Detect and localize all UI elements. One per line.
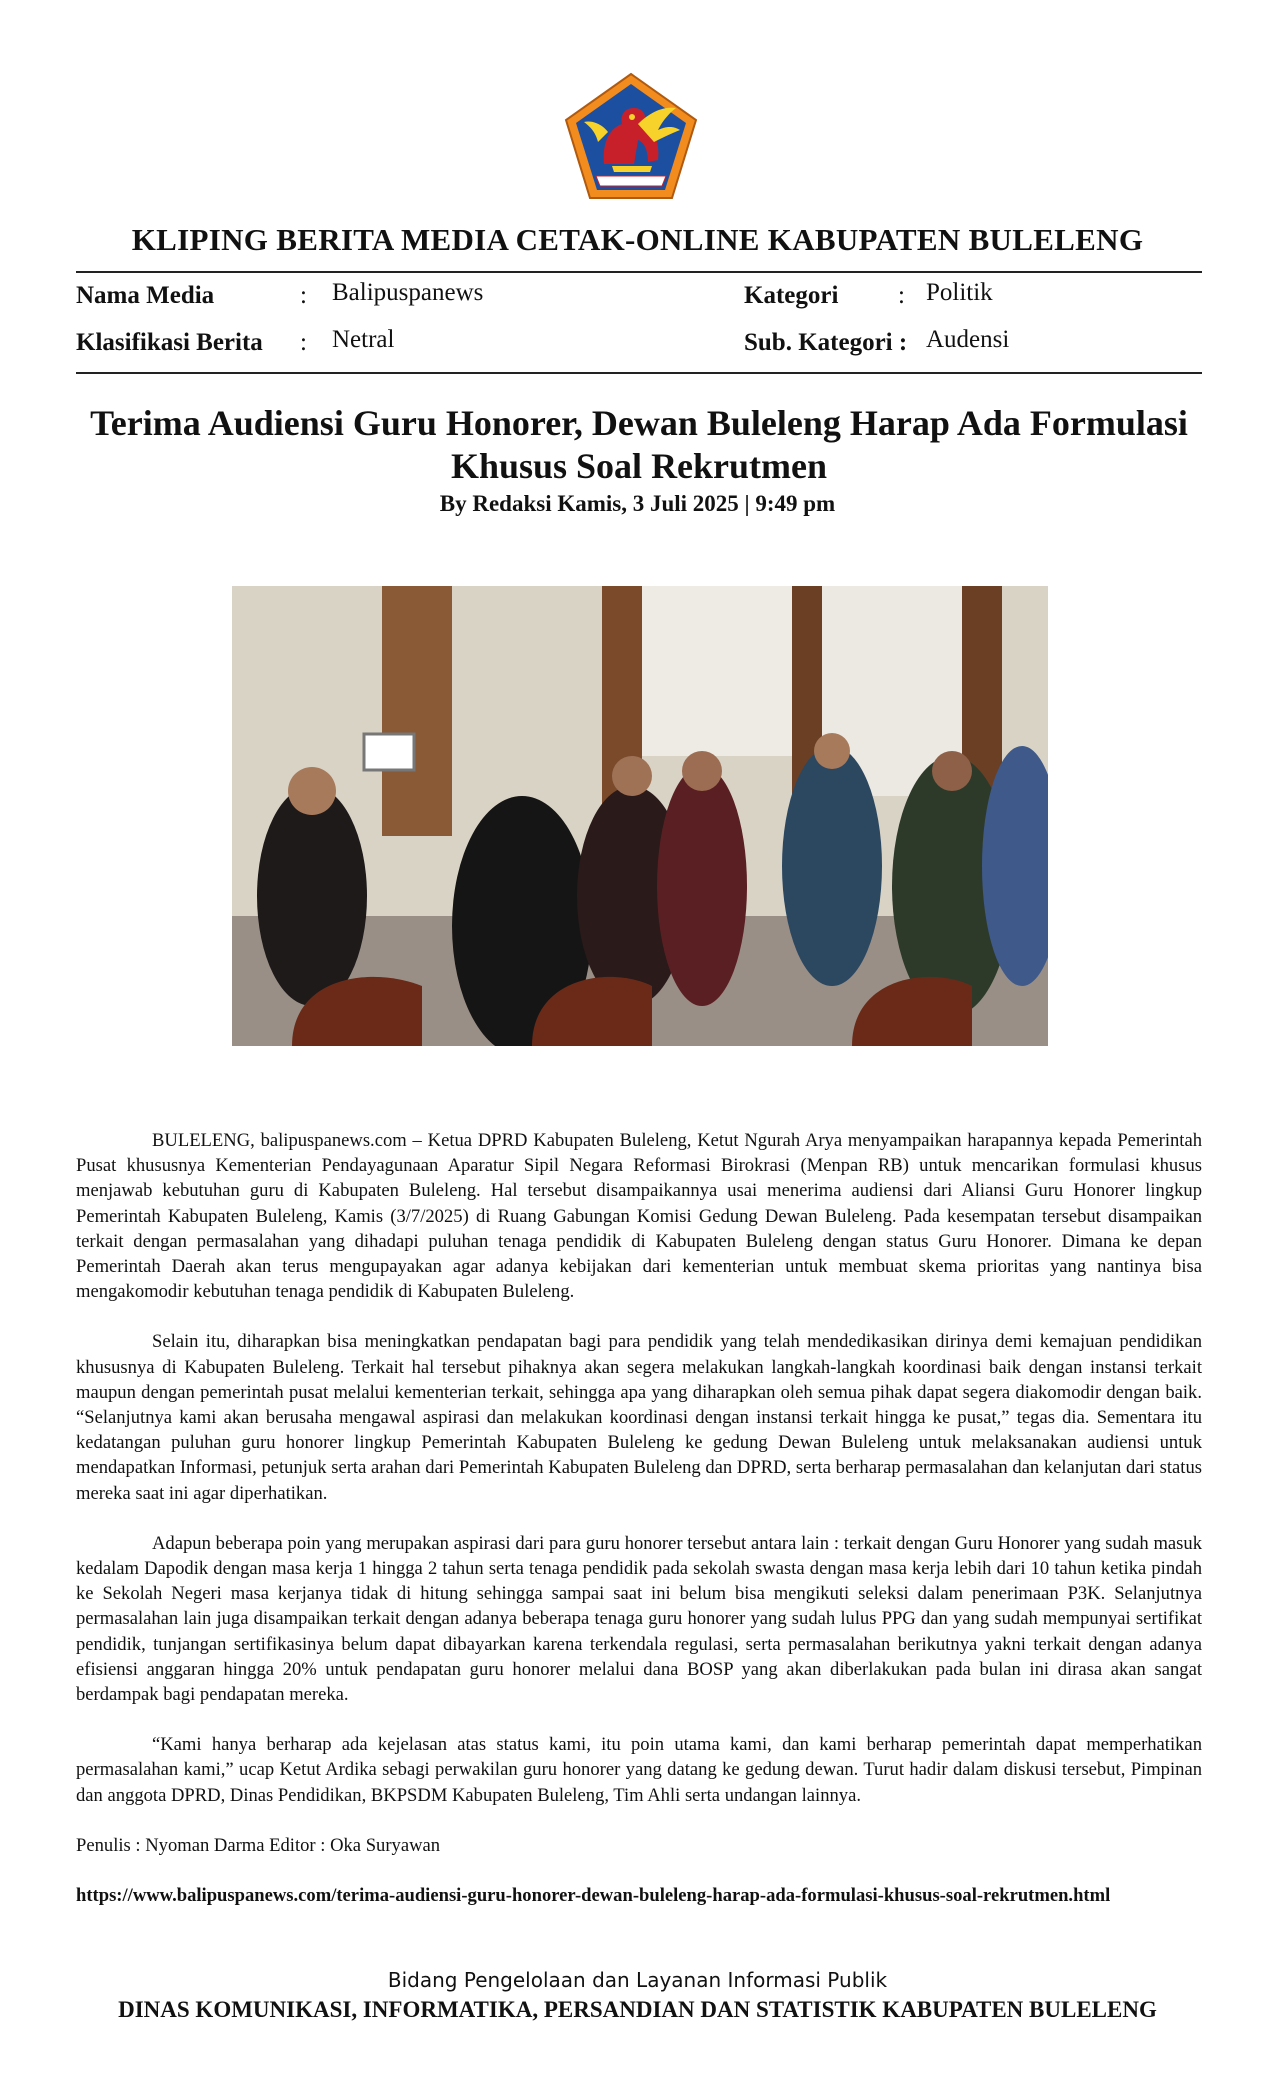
source-url-link[interactable]: https://www.balipuspanews.com/terima-audiensi-guru-honorer-dewan-buleleng-harap-ada-formulasi-khusus-soal-rekrutmen.html: [76, 1885, 1111, 1906]
meta-media-row: [76, 282, 214, 310]
meta-media-value: Balipuspanews: [332, 279, 484, 306]
meta-media-colon: :: [300, 282, 307, 309]
article-photo: [232, 586, 1048, 1046]
article-credits: Penulis : Nyoman Darma Editor : Oka Suryawan: [76, 1835, 441, 1856]
meta-subkategori-row: [744, 329, 907, 357]
article-paragraph: Adapun beberapa poin yang merupakan aspirasi dari para guru honorer tersebut antara lain : terkait dengan Guru Honorer yang sudah masuk kedalam Dapodik dengan masa kerja 1 hingga 2 tahun serta tenaga pendidik pada sekolah swasta dengan masa kerja lebih dari 10 tahun ketika pindah ke Sekolah Negeri masa kerjanya tidak di hitung sehingga sampai saat ini belum bisa mengikuti seleksi dalam penerimaan P3K. Selanjutnya permasalahan lain juga disampaikan terkait dengan adanya beberapa tenaga guru honorer yang sudah lulus PPG dan yang sudah mempunyai sertifikat pendidik, tunjangan sertifikasinya belum dapat dibayarkan karena terkendala regulasi, serta permasalahan berikutnya yakni terkait dengan adanya efisiensi anggaran hingga 20% untuk pendapatan guru honorer melalui dana BOSP yang akan diberlakukan pada bulan ini dirasa akan sangat berdampak bagi pendapatan mereka.: [76, 1532, 1202, 1706]
meta-klasifikasi-colon: :: [300, 329, 307, 356]
footer-unit: Bidang Pengelolaan dan Layanan Informasi Publik: [387, 1968, 888, 1992]
kliping-title: KLIPING BERITA MEDIA CETAK-ONLINE KABUPATEN BULELENG: [131, 222, 1144, 257]
buleleng-emblem-icon: [562, 72, 700, 202]
meta-kategori-row: [744, 282, 838, 310]
article-headline: Terima Audiensi Guru Honorer, Dewan Buleleng Harap Ada Formulasi Khusus Soal Rekrutmen: [90, 403, 1188, 486]
meta-media-label: Nama Media: [76, 282, 215, 309]
header-bottom-rule: [76, 372, 1202, 374]
meta-kategori-label: Kategori: [744, 282, 839, 309]
article-paragraph: “Kami hanya berharap ada kejelasan atas status kami, itu poin utama kami, dan kami berharap pemerintah dapat memperhatikan permasalahan kami,” ucap Ketut Ardika sebagi perwakilan guru honorer yang datang ke gedung dewan. Turut hadir dalam diskusi tersebut, Pimpinan dan anggota DPRD, Dinas Pendidikan, BKPSDM Kabupaten Buleleng, Tim Ahli serta undangan lainnya.: [76, 1734, 1202, 1806]
meta-klasifikasi-row: [76, 329, 263, 357]
meta-klasifikasi-label: Klasifikasi Berita: [76, 329, 263, 356]
meta-kategori-colon: :: [898, 282, 905, 309]
meta-kategori-value: Politik: [926, 279, 993, 306]
meta-subkategori-value: Audensi: [926, 326, 1010, 353]
meta-subkategori-label: Sub. Kategori :: [744, 329, 908, 356]
meta-klasifikasi-value: Netral: [332, 326, 395, 353]
article-byline: By Redaksi Kamis, 3 Juli 2025 | 9:49 pm: [439, 491, 836, 516]
article-paragraph: Selain itu, diharapkan bisa meningkatkan pendapatan bagi para pendidik yang telah mendedikasikan dirinya demi kemajuan pendidikan khususnya di Kabupaten Buleleng. Terkait hal tersebut pihaknya akan segera melakukan langkah-langkah koordinasi baik dengan instansi terkait maupun dengan pemerintah pusat melalui kementerian terkait, sehingga apa yang diharapkan oleh semua pihak dapat segera diakomodir dengan baik. “Selanjutnya kami akan berusaha mengawal aspirasi dan melakukan koordinasi dengan instansi terkait hingga ke pusat,” tegas dia. Sementara itu kedatangan puluhan guru honorer lingkup Pemerintah Kabupaten Buleleng ke gedung Dewan Buleleng untuk melaksanakan audiensi untuk mendapatkan Informasi, petunjuk serta arahan dari Pemerintah Kabupaten Buleleng dan DPRD, serta berharap permasalahan dan kelanjutan dari status mereka saat ini agar diperhatikan.: [76, 1331, 1202, 1504]
footer-agency: DINAS KOMUNIKASI, INFORMATIKA, PERSANDIAN DAN STATISTIK KABUPATEN BULELENG: [118, 1997, 1157, 2022]
header-top-rule: [76, 271, 1202, 273]
article-paragraph: BULELENG, balipuspanews.com – Ketua DPRD Kabupaten Buleleng, Ketut Ngurah Arya menyampaikan harapannya kepada Pemerintah Pusat khususnya Kementerian Pendayagunaan Aparatur Sipil Negara Reformasi Birokrasi (Menpan RB) untuk mencarikan formulasi khusus menjawab kebutuhan guru di Kabupaten Buleleng. Hal tersebut disampaikannya usai menerima audiensi dari Aliansi Guru Honorer lingkup Pemerintah Kabupaten Buleleng, Kamis (3/7/2025) di Ruang Gabungan Komisi Gedung Dewan Buleleng. Pada kesempatan tersebut disampaikan terkait dengan permasalahan yang dihadapi puluhan tenaga pendidik di Kabupaten Buleleng dengan status Guru Honorer. Dimana ke depan Pemerintah Daerah akan terus mengupayakan agar adanya kebijakan dari kementerian untuk membuat skema prioritas yang nantinya bisa mengakomodir kebutuhan tenaga pendidik di Kabupaten Buleleng.: [76, 1130, 1202, 1303]
article-body: [76, 1128, 1202, 1833]
